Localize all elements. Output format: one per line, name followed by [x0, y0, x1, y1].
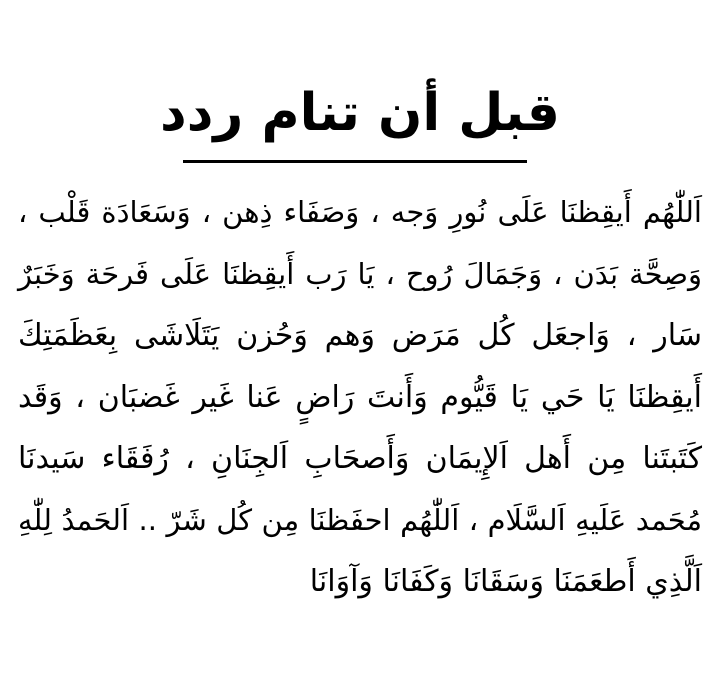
text-line: سَار ، وَاجعَل كُل مَرَض وَهم وَحُزن يَتَلَاشَى بِعَظَمَتِكَ: [18, 318, 702, 353]
prayer-text: [18, 182, 702, 613]
text-line: اَللّٰهُم أَيقِظنَا عَلَى نُورِ وَجه ، وَصَفَاء ذِهن ، وَسَعَادَة قَلْب ،: [18, 195, 702, 229]
text-line: وَصِحَّة بَدَن ، وَجَمَالَ رُوح ، يَا رَب أَيقِظنَا عَلَى فَرحَة وَخَبَرٌ: [18, 256, 702, 291]
text-line: كَتَبتَنا مِن أَهل اَلإِيمَان وَأَصحَابِ اَلجِنَانِ ، رُفَقَاء سَيدنَا: [18, 441, 702, 476]
page-title: قبل أن تنام ردد: [160, 83, 560, 143]
text-line: اَلَّذِي أَطعَمَنَا وَسَقَانَا وَكَفَانَا وَآوَانَا: [309, 564, 702, 599]
title-underline: [183, 160, 527, 163]
text-line: مُحَمد عَلَيهِ اَلسَّلَام ، اَللّٰهُم احفَظنَا مِن كُل شَرّ .. اَلحَمدُ لِلّٰهِ: [18, 502, 702, 537]
text-line: أَيقِظنَا يَا حَي يَا قَيُّوم وَأَنتَ رَاضٍ عَنا غَير غَضبَان ، وَقَد: [18, 379, 702, 415]
